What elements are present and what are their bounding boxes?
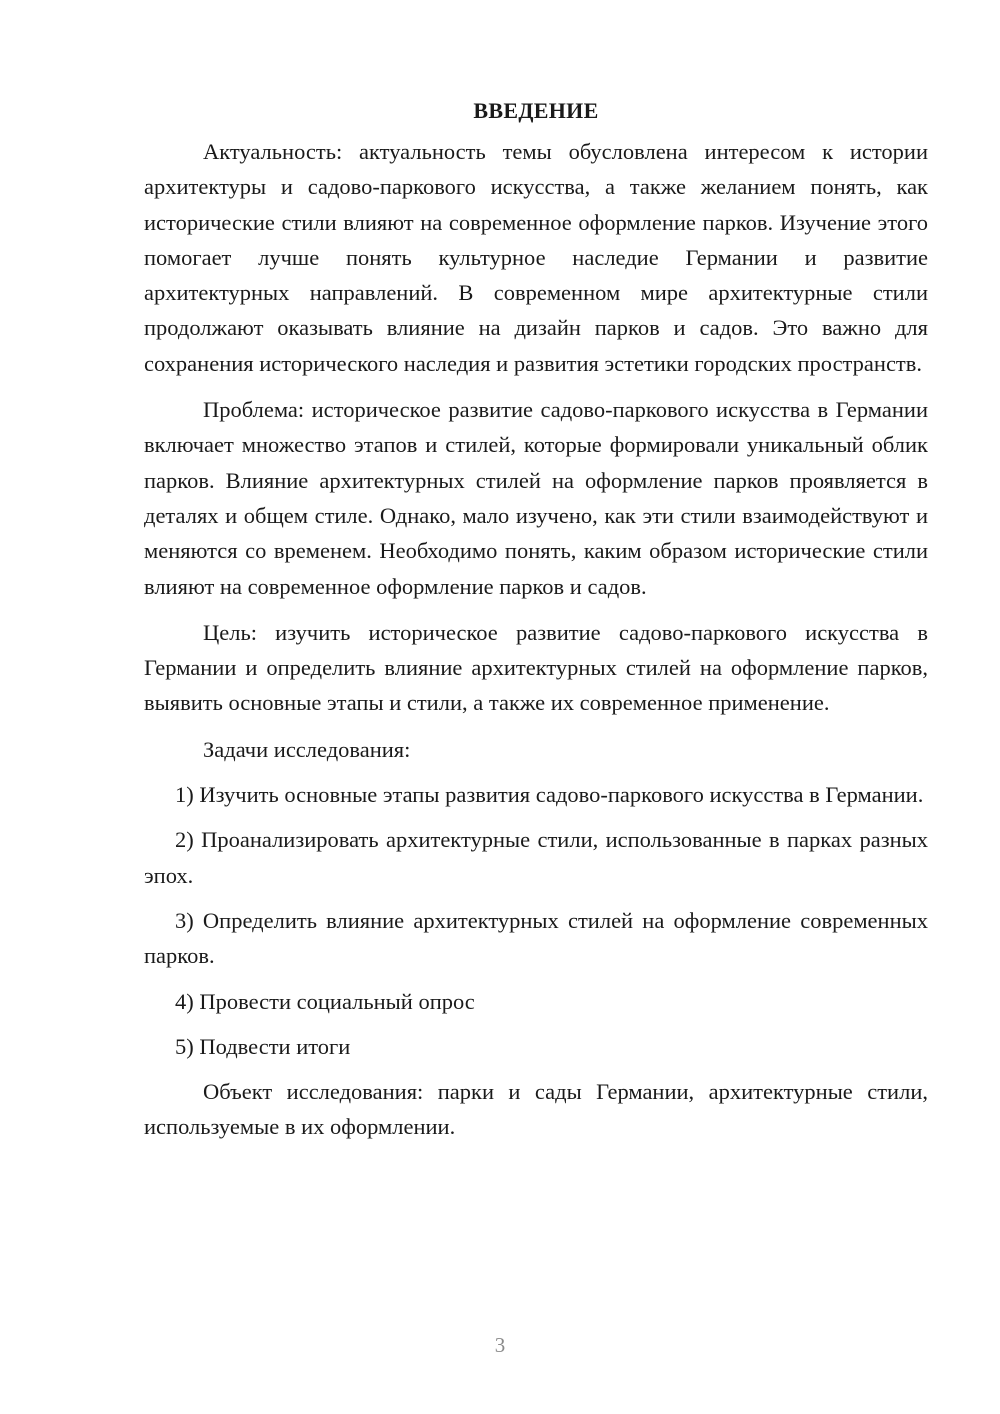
task-item: 3) Определить влияние архитектурных стилей на оформление современных парков. bbox=[144, 907, 928, 969]
task-item: 4) Провести социальный опрос bbox=[175, 988, 475, 1014]
problem-paragraph: Проблема: историческое развитие садово-паркового искусства в Германии включает множество этапов и стилей, которые формировали уникальный облик парков. Влияние архитектурных стилей на оформление парков проявляется в деталях и общем стиле. Однако, мало изучено, как эти стили взаимодействуют и меняются со временем. Необходимо понять, каким образом исторические стили влияют на современное оформление парков и садов. bbox=[144, 397, 928, 599]
goal-paragraph: Цель: изучить историческое развитие садово-паркового искусства в Германии и определить влияние архитектурных стилей на оформление парков, выявить основные этапы и стили, а также их современное применение. bbox=[144, 619, 928, 716]
page-content bbox=[144, 96, 928, 1156]
task-item: 2) Проанализировать архитектурные стили, использованные в парках разных эпох. bbox=[144, 827, 928, 888]
task-item: 5) Подвести итоги bbox=[175, 1033, 351, 1059]
task-item: 1) Изучить основные этапы развития садово-паркового искусства в Германии. bbox=[175, 782, 924, 808]
tasks-heading: Задачи исследования: bbox=[203, 736, 411, 762]
page-number: 3 bbox=[494, 1333, 506, 1357]
relevance-paragraph: Актуальность: актуальность темы обусловлена интересом к истории архитектуры и садово-паркового искусства, а также желанием понять, как исторические стили влияют на современное оформление парков. Изучение этого помогает лучше понять культурное наследие Германии и развитие архитектурных направлений. В современном мире архитектурные стили продолжают оказывать влияние на дизайн парков и садов. Это важно для сохранения исторического наследия и развития эстетики городских пространств. bbox=[144, 139, 928, 376]
object-paragraph: Объект исследования: парки и сады Германии, архитектурные стили, используемые в их оформлении. bbox=[144, 1079, 928, 1140]
section-heading: ВВЕДЕНИЕ bbox=[473, 98, 599, 123]
